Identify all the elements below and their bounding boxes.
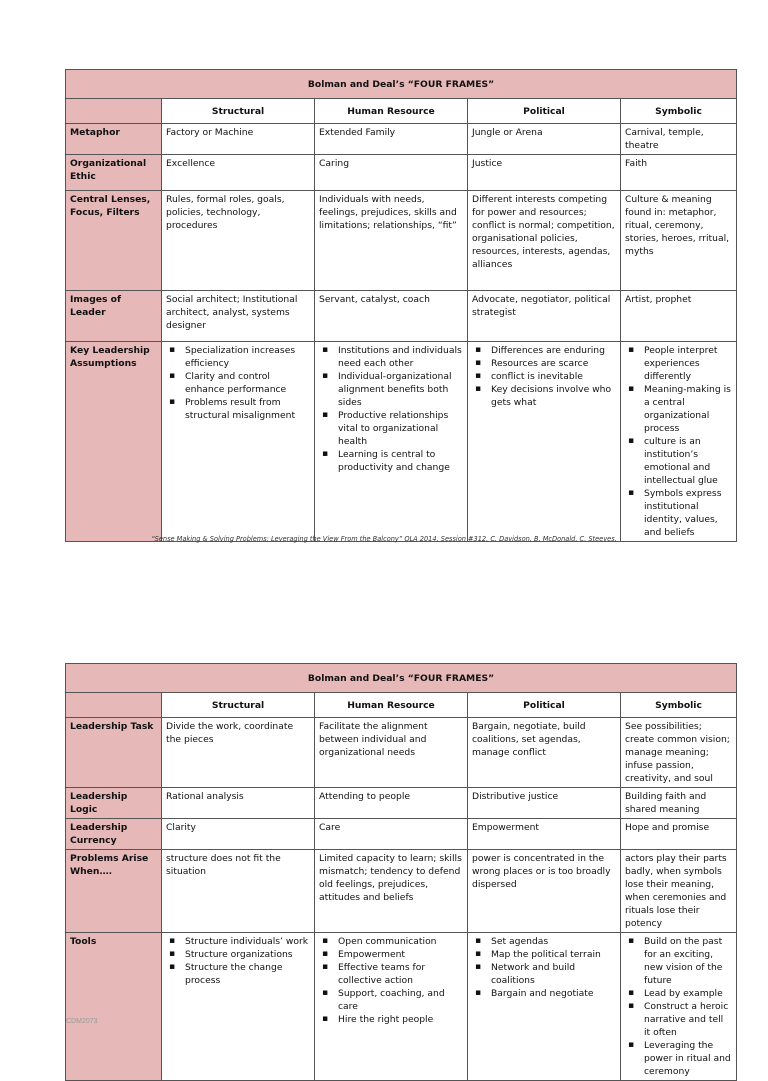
- table-cell: Individuals with needs, feelings, prejudices, skills and limitations; relationships, “fit”: [315, 191, 468, 291]
- table-title: Bolman and Deal’s “FOUR FRAMES”: [66, 664, 737, 693]
- row-label: Central Lenses, Focus, Filters: [66, 191, 162, 291]
- table-cell: Divide the work, coordinate the pieces: [162, 718, 315, 788]
- row-label: Leadership Task: [66, 718, 162, 788]
- bullet-item: ▪ Resources are scarce: [472, 357, 616, 370]
- bullet-list: [166, 935, 310, 987]
- bullet-item: ▪ culture is an institution’s emotional and intellectual glue: [625, 435, 732, 487]
- table-cell: Limited capacity to learn; skills mismatch; tendency to defend old feelings, prejudices, attitudes and beliefs: [315, 850, 468, 933]
- bullet-item: ▪ Productive relationships vital to organizational health: [319, 409, 463, 448]
- table-cell: [621, 933, 737, 1081]
- bullet-item: ▪ Structure organizations: [166, 948, 310, 961]
- table-cell: Attending to people: [315, 788, 468, 819]
- bullet-item: ▪ Hire the right people: [319, 1013, 463, 1026]
- bullet-item: ▪ Learning is central to productivity and change: [319, 448, 463, 474]
- table-cell: actors play their parts badly, when symbols lose their meaning, when ceremonies and rituals lose their potency: [621, 850, 737, 933]
- table-cell: Building faith and shared meaning: [621, 788, 737, 819]
- table-cell: Faith: [621, 155, 737, 191]
- table-cell: Social architect; Institutional architect, analyst, systems designer: [162, 291, 315, 342]
- corner-cell: [66, 693, 162, 718]
- bullet-item: ▪ Structure the change process: [166, 961, 310, 987]
- table-cell: power is concentrated in the wrong places or is too broadly dispersed: [468, 850, 621, 933]
- table-cell: [162, 342, 315, 542]
- table-row: [66, 819, 737, 850]
- table-cell: Care: [315, 819, 468, 850]
- table-cell: Distributive justice: [468, 788, 621, 819]
- bullet-item: ▪ Key decisions involve who gets what: [472, 383, 616, 409]
- row-label: Key Leadership Assumptions: [66, 342, 162, 542]
- column-header-structural: Structural: [162, 693, 315, 718]
- column-header-symbolic: Symbolic: [621, 693, 737, 718]
- four-frames-table-2: [65, 663, 737, 1081]
- table-row: [66, 342, 737, 542]
- table-cell: Rules, formal roles, goals, policies, technology, procedures: [162, 191, 315, 291]
- table-cell: Advocate, negotiator, political strategist: [468, 291, 621, 342]
- footer-code: CDM2073: [66, 1018, 98, 1025]
- bullet-item: ▪ Empowerment: [319, 948, 463, 961]
- bullet-list: [625, 935, 732, 1078]
- bullet-item: ▪ Lead by example: [625, 987, 732, 1000]
- bullet-item: ▪ Network and build coalitions: [472, 961, 616, 987]
- table-cell: Servant, catalyst, coach: [315, 291, 468, 342]
- bullet-list: [319, 344, 463, 474]
- table-cell: Factory or Machine: [162, 124, 315, 155]
- row-label: Leadership Logic: [66, 788, 162, 819]
- row-label: Organizational Ethic: [66, 155, 162, 191]
- column-header-political: Political: [468, 99, 621, 124]
- bullet-item: ▪ conflict is inevitable: [472, 370, 616, 383]
- table-cell: Clarity: [162, 819, 315, 850]
- column-header-political: Political: [468, 693, 621, 718]
- bullet-item: ▪ Support, coaching, and care: [319, 987, 463, 1013]
- table-cell: structure does not fit the situation: [162, 850, 315, 933]
- citation: “Sense Making & Solving Problems: Leveraging the View From the Balcony” OLA 2014. Session #312. C. Davidson, B. McDonald, C. Steeves.: [151, 535, 617, 543]
- row-label: Problems Arise When….: [66, 850, 162, 933]
- table-cell: Excellence: [162, 155, 315, 191]
- row-label: Tools: [66, 933, 162, 1081]
- table-cell: Caring: [315, 155, 468, 191]
- table-row: [66, 191, 737, 291]
- table-cell: [468, 342, 621, 542]
- bullet-list: [166, 344, 310, 422]
- table-row: [66, 788, 737, 819]
- table-cell: [315, 933, 468, 1081]
- row-label: Metaphor: [66, 124, 162, 155]
- bullet-item: ▪ Clarity and control enhance performance: [166, 370, 310, 396]
- bullet-item: ▪ Symbols express institutional identity, values, and beliefs: [625, 487, 732, 539]
- bullet-list: [319, 935, 463, 1026]
- bullet-item: ▪ Specialization increases efficiency: [166, 344, 310, 370]
- four-frames-table-1: [65, 69, 737, 542]
- table-cell: Rational analysis: [162, 788, 315, 819]
- bullet-item: ▪ Effective teams for collective action: [319, 961, 463, 987]
- bullet-item: ▪ Build on the past for an exciting, new vision of the future: [625, 935, 732, 987]
- column-header-symbolic: Symbolic: [621, 99, 737, 124]
- column-header-human-resource: Human Resource: [315, 693, 468, 718]
- table-cell: Extended Family: [315, 124, 468, 155]
- column-header-human-resource: Human Resource: [315, 99, 468, 124]
- bullet-item: ▪ Open communication: [319, 935, 463, 948]
- table-cell: See possibilities; create common vision; manage meaning; infuse passion, creativity, and soul: [621, 718, 737, 788]
- table-row: [66, 291, 737, 342]
- table-cell: Artist, prophet: [621, 291, 737, 342]
- table-row: [66, 155, 737, 191]
- bullet-list: [625, 344, 732, 539]
- bullet-item: ▪ Institutions and individuals need each other: [319, 344, 463, 370]
- bullet-item: ▪ Bargain and negotiate: [472, 987, 616, 1000]
- table-cell: [468, 933, 621, 1081]
- table-cell: Justice: [468, 155, 621, 191]
- bullet-item: ▪ Map the political terrain: [472, 948, 616, 961]
- bullet-item: ▪ Set agendas: [472, 935, 616, 948]
- corner-cell: [66, 99, 162, 124]
- table-cell: Empowerment: [468, 819, 621, 850]
- table-cell: Jungle or Arena: [468, 124, 621, 155]
- bullet-item: ▪ Meaning-making is a central organizational process: [625, 383, 732, 435]
- bullet-item: ▪ Differences are enduring: [472, 344, 616, 357]
- table-cell: Hope and promise: [621, 819, 737, 850]
- bullet-item: ▪ People interpret experiences differently: [625, 344, 732, 383]
- table-cell: Different interests competing for power and resources; conflict is normal; competition, organisational policies, resources, interests, agendas, alliances: [468, 191, 621, 291]
- bullet-item: ▪ Individual-organizational alignment benefits both sides: [319, 370, 463, 409]
- bullet-item: ▪ Construct a heroic narrative and tell it often: [625, 1000, 732, 1039]
- table-cell: [162, 933, 315, 1081]
- table-cell: [621, 342, 737, 542]
- table-cell: Culture & meaning found in: metaphor, ritual, ceremony, stories, heroes, rritual, myths: [621, 191, 737, 291]
- table-title: Bolman and Deal’s “FOUR FRAMES”: [66, 70, 737, 99]
- bullet-list: [472, 935, 616, 1000]
- table-cell: Carnival, temple, theatre: [621, 124, 737, 155]
- row-label: Images of Leader: [66, 291, 162, 342]
- row-label: Leadership Currency: [66, 819, 162, 850]
- table-row: [66, 933, 737, 1081]
- table-cell: Bargain, negotiate, build coalitions, set agendas, manage conflict: [468, 718, 621, 788]
- bullet-item: ▪ Structure individuals’ work: [166, 935, 310, 948]
- bullet-list: [472, 344, 616, 409]
- table-row: [66, 124, 737, 155]
- bullet-item: ▪ Problems result from structural misalignment: [166, 396, 310, 422]
- bullet-item: ▪ Leveraging the power in ritual and ceremony: [625, 1039, 732, 1078]
- table-row: [66, 718, 737, 788]
- table-row: [66, 850, 737, 933]
- table-cell: [315, 342, 468, 542]
- column-header-structural: Structural: [162, 99, 315, 124]
- table-cell: Facilitate the alignment between individual and organizational needs: [315, 718, 468, 788]
